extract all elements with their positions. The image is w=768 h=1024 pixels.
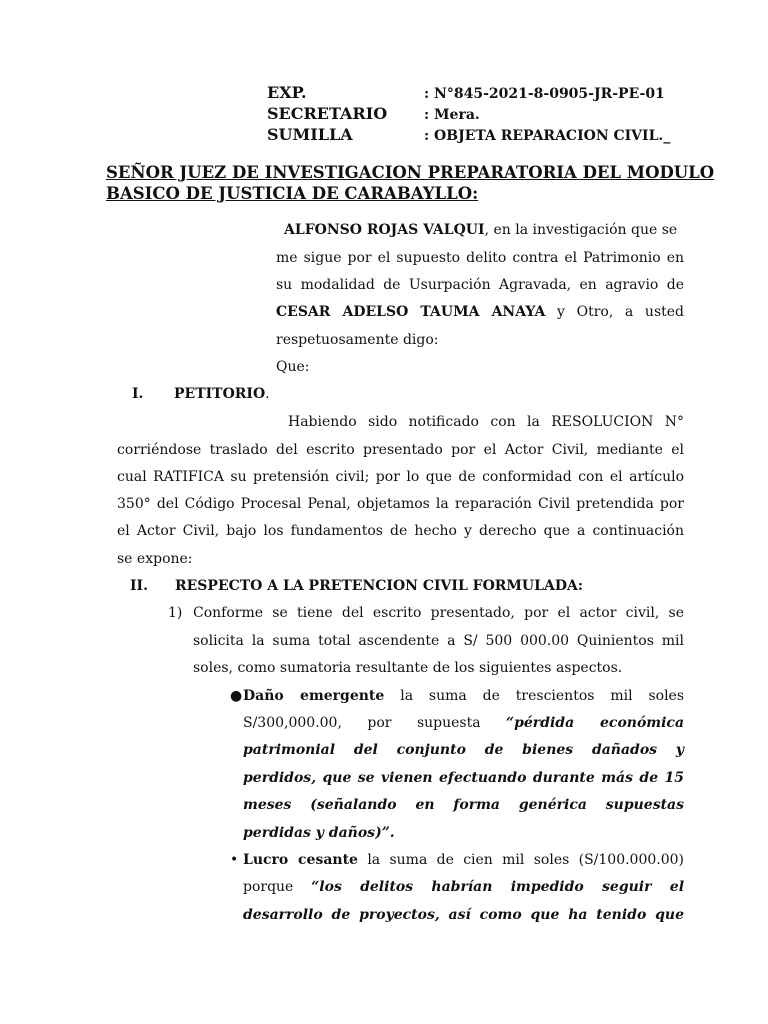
addressee-line-1: SEÑOR JUEZ DE INVESTIGACION PREPARATORIA DEL MODULO <box>106 163 715 182</box>
lucro-cesante-line-2 <box>243 879 684 895</box>
sumilla-trail: _ <box>663 128 671 144</box>
intro-line-2: me sigue por el supuesto delito contra el Patrimonio en <box>276 250 684 266</box>
secretario-value: : Mera. <box>424 107 480 123</box>
intro-line-4-rest: y Otro, a usted <box>557 304 685 320</box>
lucro-cesante-line-3: desarrollo de proyectos, así como que ha tenido que <box>243 907 684 923</box>
section-1-title <box>174 386 270 402</box>
intro-line-4 <box>276 304 684 320</box>
dano-amount: S/300,000.00, <box>243 715 342 731</box>
dano-emergente-line-6: perdidas y daños)”. <box>243 825 395 841</box>
dano-emergente-rest: la suma de trescientos mil soles <box>400 688 685 704</box>
item-1-line-1: Conforme se tiene del escrito presentado, por el actor civil, se <box>193 605 684 621</box>
petitorio-line-4: 350° del Código Procesal Penal, objetamos la reparación Civil pretendida por <box>117 496 684 512</box>
intro-line-5: respetuosamente digo: <box>276 332 439 348</box>
bullet-icon: • <box>230 852 239 868</box>
petitorio-line-6: se expone: <box>117 551 193 567</box>
lucro-quote-start: “los delitos habrían impedido seguir el <box>311 879 685 895</box>
lucro-porque: porque <box>243 879 294 895</box>
exp-label: EXP. <box>267 83 307 102</box>
secretario-label: SECRETARIO <box>267 104 388 123</box>
item-1-number: 1) <box>168 605 183 621</box>
intro-que: Que: <box>276 359 310 375</box>
exp-value: : N°845-2021-8-0905-JR-PE-01 <box>424 86 665 102</box>
intro-line-1 <box>284 222 677 238</box>
petitorio-line-1: Habiendo sido notificado con la RESOLUCION N° <box>288 414 684 430</box>
lucro-cesante-label: Lucro cesante <box>243 852 358 868</box>
dano-emergente-line-4: perdidos, que se vienen efectuando durante más de 15 <box>243 770 684 786</box>
section-1-title-dot: . <box>265 386 270 402</box>
sumilla-label: SUMILLA <box>267 125 353 144</box>
addressee-line-2: BASICO DE JUSTICIA DE CARABAYLLO: <box>106 184 479 203</box>
petitorio-line-5: el Actor Civil, bajo los fundamentos de hecho y derecho que a continuación <box>117 523 684 539</box>
sumilla-text: : OBJETA REPARACION CIVIL. <box>424 128 664 144</box>
item-1-line-3: soles, como sumatoria resultante de los siguientes aspectos. <box>193 660 623 676</box>
bullet-icon: ● <box>230 688 243 704</box>
dano-quote-start: “pérdida económica <box>506 715 685 731</box>
dano-emergente-label: Daño emergente <box>243 688 385 704</box>
dano-emergente-line-5: meses (señalando en forma genérica supuestas <box>243 797 684 813</box>
section-1-title-text: PETITORIO <box>174 386 266 402</box>
item-1-line-2: solicita la suma total ascendente a S/ 500 000.00 Quinientos mil <box>193 633 684 649</box>
petitorio-line-3: cual RATIFICA su pretensión civil; por lo que de conformidad con el artículo <box>117 469 684 485</box>
petitorio-line-2: corriéndose traslado del escrito presentado por el Actor Civil, mediante el <box>117 442 684 458</box>
victim-name: CESAR ADELSO TAUMA ANAYA <box>276 304 546 320</box>
dano-emergente-line-3: patrimonial del conjunto de bienes dañados y <box>243 742 684 758</box>
party-name: ALFONSO ROJAS VALQUI <box>284 222 485 238</box>
section-2-title: RESPECTO A LA PRETENCION CIVIL FORMULADA: <box>175 578 584 594</box>
lucro-cesante-line-1 <box>243 852 684 868</box>
intro-line-1-rest: , en la investigación que se <box>484 222 678 238</box>
dano-emergente-line-1 <box>243 688 684 704</box>
dano-supuesta: supuesta <box>416 715 481 731</box>
dano-emergente-line-2 <box>243 715 684 731</box>
dano-por: por <box>367 715 392 731</box>
intro-line-3: su modalidad de Usurpación Agravada, en agravio de <box>276 277 684 293</box>
section-1-number: I. <box>132 386 144 402</box>
sumilla-value <box>424 128 670 144</box>
lucro-cesante-rest: la suma de cien mil soles (S/100.000.00) <box>367 852 685 868</box>
section-2-number: II. <box>130 578 148 594</box>
